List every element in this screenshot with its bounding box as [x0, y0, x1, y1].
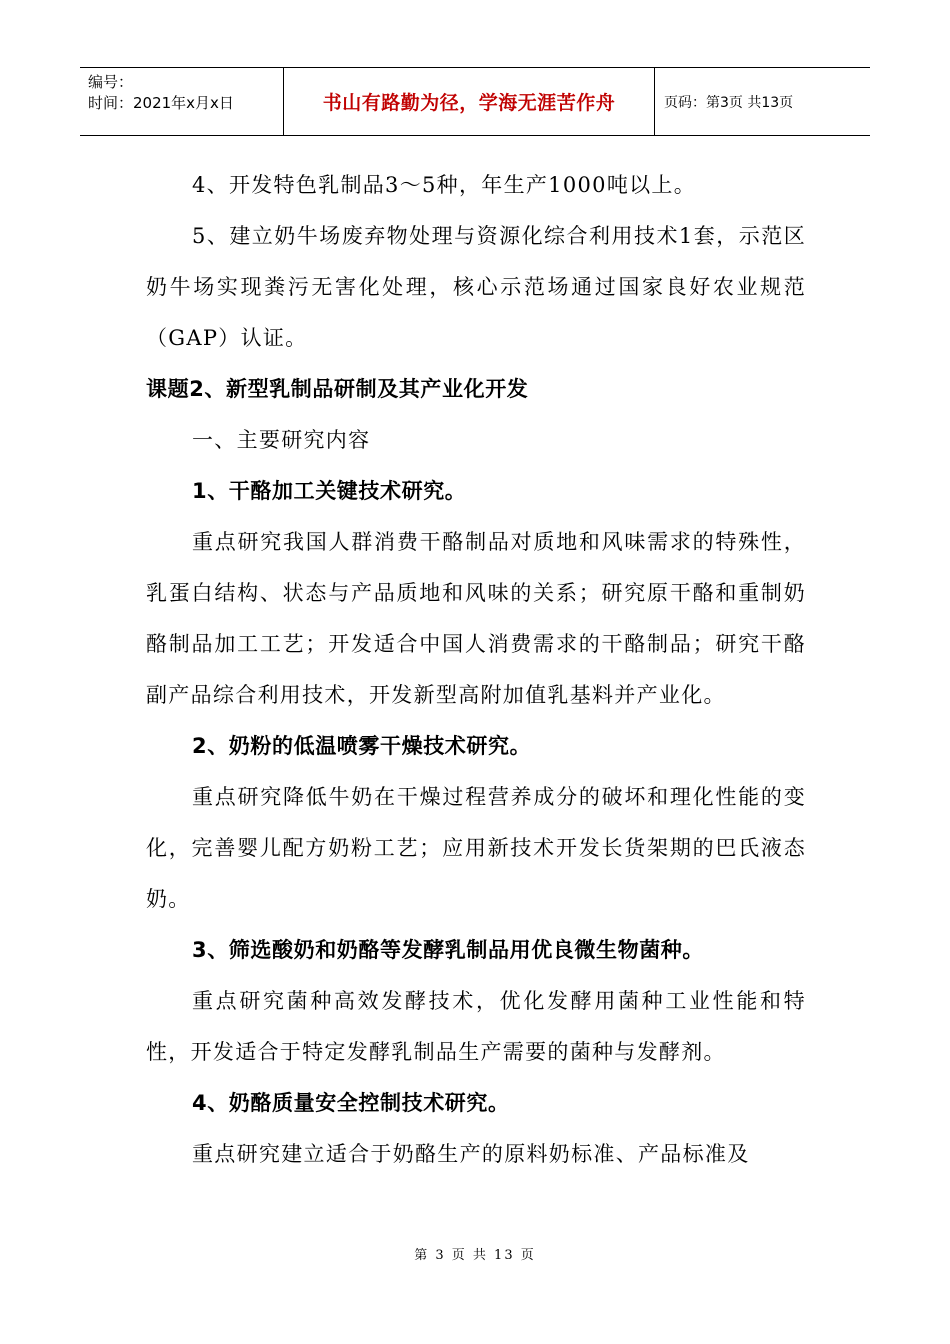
paragraph-goal-5: 5、建立奶牛场废弃物处理与资源化综合利用技术1套，示范区奶牛场实现粪污无害化处理，核心示范场通过国家良好农业规范（GAP）认证。	[146, 224, 806, 350]
topic-2-heading: 课题2、新型乳制品研制及其产业化开发	[146, 377, 529, 401]
paragraph-goal-4: 4、开发特色乳制品3～5种，年生产1000吨以上。	[192, 173, 697, 197]
item-1-title: 1、干酪加工关键技术研究。	[192, 479, 467, 503]
code-label: 编号：	[88, 73, 134, 91]
document-body	[146, 160, 806, 1180]
item-4-title: 4、奶酪质量安全控制技术研究。	[192, 1091, 510, 1115]
item-4-text: 重点研究建立适合于奶酪生产的原料奶标准、产品标准及	[192, 1142, 750, 1166]
item-1-text: 重点研究我国人群消费干酪制品对质地和风味需求的特殊性，乳蛋白结构、状态与产品质地和风味的关系；研究原干酪和重制奶酪制品加工工艺；开发适合中国人消费需求的干酪制品；研究干酪副产品综合利用技术，开发新型高附加值乳基料并产业化。	[146, 530, 806, 707]
section-heading: 一、主要研究内容	[192, 428, 371, 452]
page-footer: 第 3 页 共 13 页	[414, 1248, 536, 1263]
page-info-text: 页码：第3页 共13页	[664, 94, 794, 111]
motto-text: 书山有路勤为径，学海无涯苦作舟	[322, 92, 616, 114]
header-table	[80, 67, 870, 136]
date-label: 时间：2021年x月x日	[88, 94, 234, 112]
header-meta	[80, 68, 283, 135]
item-2-text: 重点研究降低牛奶在干燥过程营养成分的破坏和理化性能的变化，完善婴儿配方奶粉工艺；应用新技术开发长货架期的巴氏液态奶。	[146, 785, 806, 911]
header-page-info	[655, 68, 870, 135]
item-2-title: 2、奶粉的低温喷雾干燥技术研究。	[192, 734, 532, 758]
item-3-text: 重点研究菌种高效发酵技术，优化发酵用菌种工业性能和特性，开发适合于特定发酵乳制品生产需要的菌种与发酵剂。	[146, 989, 806, 1064]
header-motto-cell	[283, 68, 655, 135]
item-3-title: 3、筛选酸奶和奶酪等发酵乳制品用优良微生物菌种。	[192, 938, 705, 962]
